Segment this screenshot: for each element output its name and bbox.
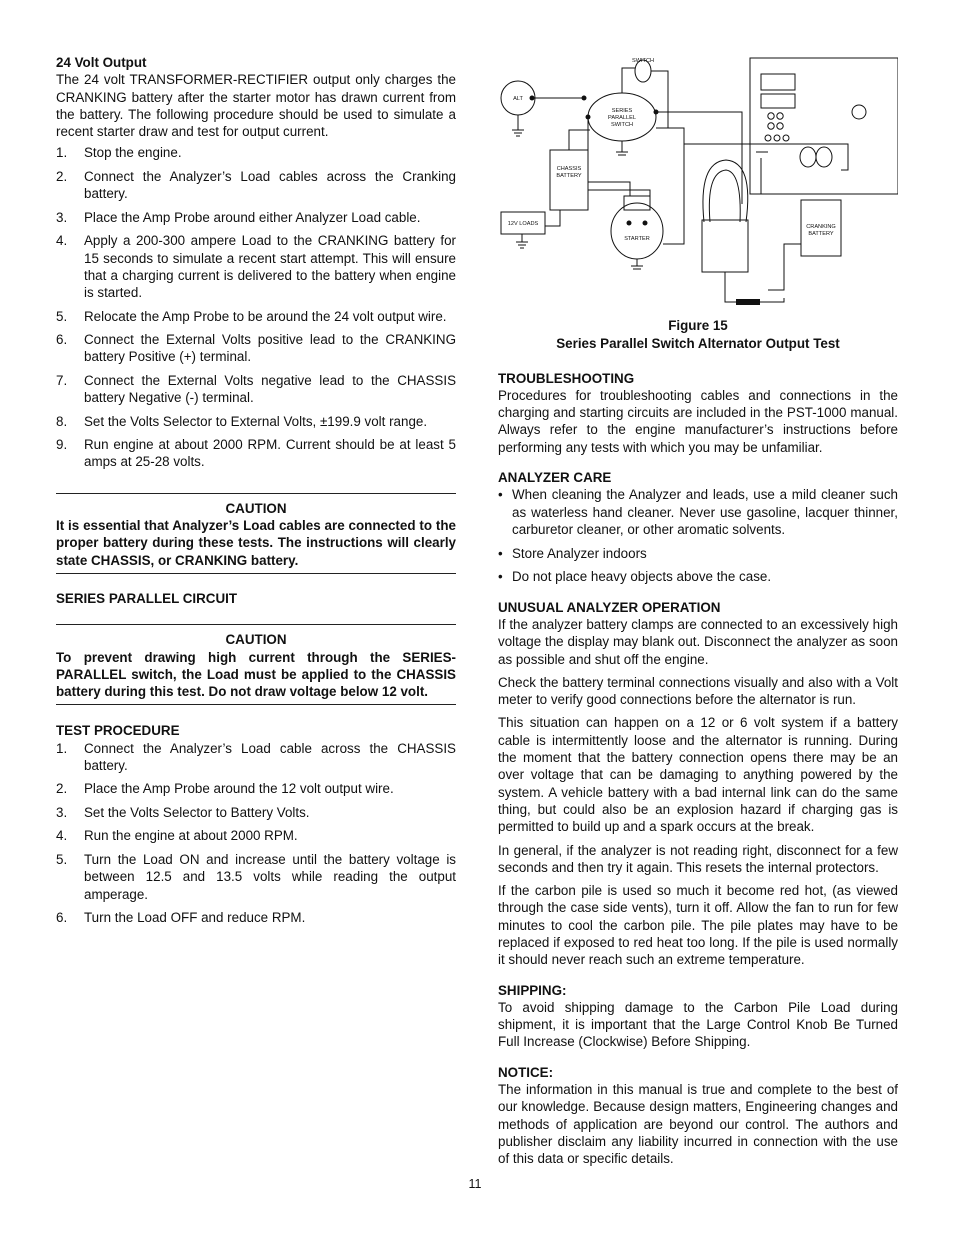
analyzer-clamp-right: [816, 147, 832, 167]
list-item: • Do not place heavy objects above the case.: [498, 569, 772, 585]
caution-body: It is essential that Analyzer’s Load cables are connected to the proper battery during these tests. The instructions will clearly state CHASSIS, or CRANKING battery.: [56, 518, 456, 568]
list-item: 2. Place the Amp Probe around the 12 volt output wire.: [56, 781, 394, 797]
list-item: 8. Set the Volts Selector to External Volts, ±199.9 volt range.: [56, 413, 428, 429]
page-number: 11: [468, 1177, 482, 1191]
unusual-operation-title: UNUSUAL ANALYZER OPERATION: [498, 599, 721, 615]
notice-title: NOTICE:: [498, 1064, 554, 1080]
analyzer-display-upper: [761, 74, 795, 90]
label-alt: ALT: [513, 96, 523, 102]
unusual-operation-p2: Check the battery terminal connections visually and also with a Volt meter to verify good connections before the alternator is run.: [498, 674, 898, 708]
caution-box-load-cables: [56, 493, 456, 574]
section-24-volt-intro: The 24 volt TRANSFORMER-RECTIFIER output only charges the CRANKING battery after the starter motor has drawn current from the battery. The following procedure should be used to simulate a recent starter draw and test for output current.: [56, 72, 456, 140]
lead-connector: [736, 299, 760, 305]
list-item: 1. Connect the Analyzer’s Load cable across the CHASSIS battery.: [56, 740, 456, 773]
test-procedure-steps: [56, 740, 456, 927]
unusual-operation-p1: If the analyzer battery clamps are connected to an excessively high voltage the display may blank out. Disconnect the analyzer as soon as possible and shut off the engine.: [498, 616, 898, 667]
list-item: 4. Run the engine at about 2000 RPM.: [56, 828, 298, 844]
notice-body: The information in this manual is true and complete to the best of our knowledge. Because design matters, Engineering changes and methods of application are beyond our control. The authors and publisher disclaim any liability incurred in connection with the use of this data or specific details.: [498, 1082, 898, 1167]
wiring-diagram-svg: [498, 54, 898, 316]
shipping-body: To avoid shipping damage to the Carbon Pile Load during shipment, it is important that the Large Control Knob Be Turned Full Increase (Clockwise) Before Shipping.: [498, 999, 898, 1050]
unusual-operation-p5: If the carbon pile is used so much it become red hot, (as viewed through the case side vents), turn it off. Allow the fan to run for few minutes to cool the carbon pile. The pile plates may have to be replaced if exposed to red heat too long. If the pile is used normally it should never reach such an extreme temperature.: [498, 883, 898, 968]
caution-box-series-parallel: [56, 624, 456, 705]
caution-title: CAUTION: [225, 632, 287, 648]
section-24-volt-title: 24 Volt Output: [56, 55, 147, 70]
list-item: • When cleaning the Analyzer and leads, use a mild cleaner such as waterless hand cleaner. Never use gasoline, lacquer thinner, carburetor cleaner, or other aromatic solvents.: [498, 487, 898, 537]
label-chassis: CHASSIS: [556, 166, 582, 172]
troubleshooting-title: TROUBLESHOOTING: [498, 370, 635, 386]
analyzer-care-list: [498, 486, 898, 585]
list-item: 6. Connect the External Volts positive lead to the CRANKING battery Positive (+) terminal.: [56, 332, 456, 365]
label-series: SERIES: [611, 108, 633, 114]
figure-caption-number: Figure 15: [668, 318, 728, 333]
analyzer-care-title: ANALYZER CARE: [498, 470, 612, 486]
list-item: 3. Set the Volts Selector to Battery Volts.: [56, 804, 310, 820]
troubleshooting-body: Procedures for troubleshooting cables and connections in the charging and starting circuits are included in the PST-1000 manual. Always refer to the engine manufacturer’s instructions before performing any tests with which you may be unfamiliar.: [498, 387, 898, 455]
analyzer-control-knob: [852, 105, 866, 119]
label-cranking: CRANKING: [806, 224, 836, 230]
series-parallel-title: SERIES PARALLEL CIRCUIT: [56, 590, 238, 606]
list-item: 7. Connect the External Volts negative lead to the CHASSIS battery Negative (-) terminal.: [56, 372, 456, 406]
shipping-title: SHIPPING:: [498, 982, 567, 998]
figure-caption-title: Series Parallel Switch Alternator Output Test: [556, 336, 840, 352]
section-24-volt-steps: [56, 144, 456, 470]
label-starter: STARTER: [624, 236, 650, 242]
list-item: 2. Connect the Analyzer’s Load cables across the Cranking battery.: [56, 168, 456, 202]
list-item: 3. Place the Amp Probe around either Analyzer Load cable.: [56, 209, 421, 225]
label-switch: SWITCH: [631, 58, 655, 64]
label-series-switch: SWITCH: [610, 122, 634, 128]
label-chassis-battery: BATTERY: [556, 173, 582, 179]
amp-probe-body: [702, 220, 748, 272]
list-item: • Store Analyzer indoors: [498, 545, 647, 561]
right-column: [498, 54, 898, 1168]
list-item: 1. Stop the engine.: [56, 145, 182, 161]
left-column: [56, 54, 456, 933]
starter-motor: [611, 203, 663, 259]
caution-title: CAUTION: [225, 500, 287, 516]
list-item: 5. Turn the Load ON and increase until the battery voltage is between 12.5 and 13.5 volts while reading the output amperage.: [56, 851, 456, 902]
unusual-operation-p4: In general, if the analyzer is not reading right, disconnect for a few seconds and then try it again. This resets the internal protectors.: [498, 842, 898, 875]
unusual-operation-p3: This situation can happen on a 12 or 6 volt system if a battery cable is intermittently loose and the alternator is running. During the moment that the battery connection opens there may be an over voltage that can be damaging to anything powered by the system. A vehicle battery with a bad internal link can do the same thing, but could also be an explosion hazard if charging gas is permitted to build up and a spark occurs at the break.: [498, 715, 898, 835]
analyzer-display-lower: [761, 94, 795, 108]
list-item: 4. Apply a 200-300 ampere Load to the CRANKING battery for 15 seconds to simulate a recent start attempt. This will ensure that a charging current is delivered to the battery when engine is started.: [56, 233, 456, 301]
caution-body: To prevent drawing high current through the SERIES-PARALLEL switch, the Load must be applied to the CHASSIS battery during this test. Do not draw voltage below 12 volt.: [56, 649, 456, 700]
analyzer-panel: [750, 58, 898, 194]
list-item: 9. Run engine at about 2000 RPM. Current should be at least 5 amps at 25-28 volts.: [56, 437, 456, 470]
chassis-battery: [550, 150, 588, 210]
test-procedure-title: TEST PROCEDURE: [56, 723, 180, 739]
label-12v-loads: 12V LOADS: [507, 221, 539, 227]
analyzer-clamp-left: [800, 147, 816, 167]
list-item: 6. Turn the Load OFF and reduce RPM.: [56, 910, 306, 926]
label-cranking-battery: BATTERY: [808, 231, 834, 237]
figure-15-wiring-diagram: [498, 54, 898, 316]
list-item: 5. Relocate the Amp Probe to be around the 24 volt output wire.: [56, 308, 447, 324]
label-parallel: PARALLEL: [608, 115, 636, 121]
